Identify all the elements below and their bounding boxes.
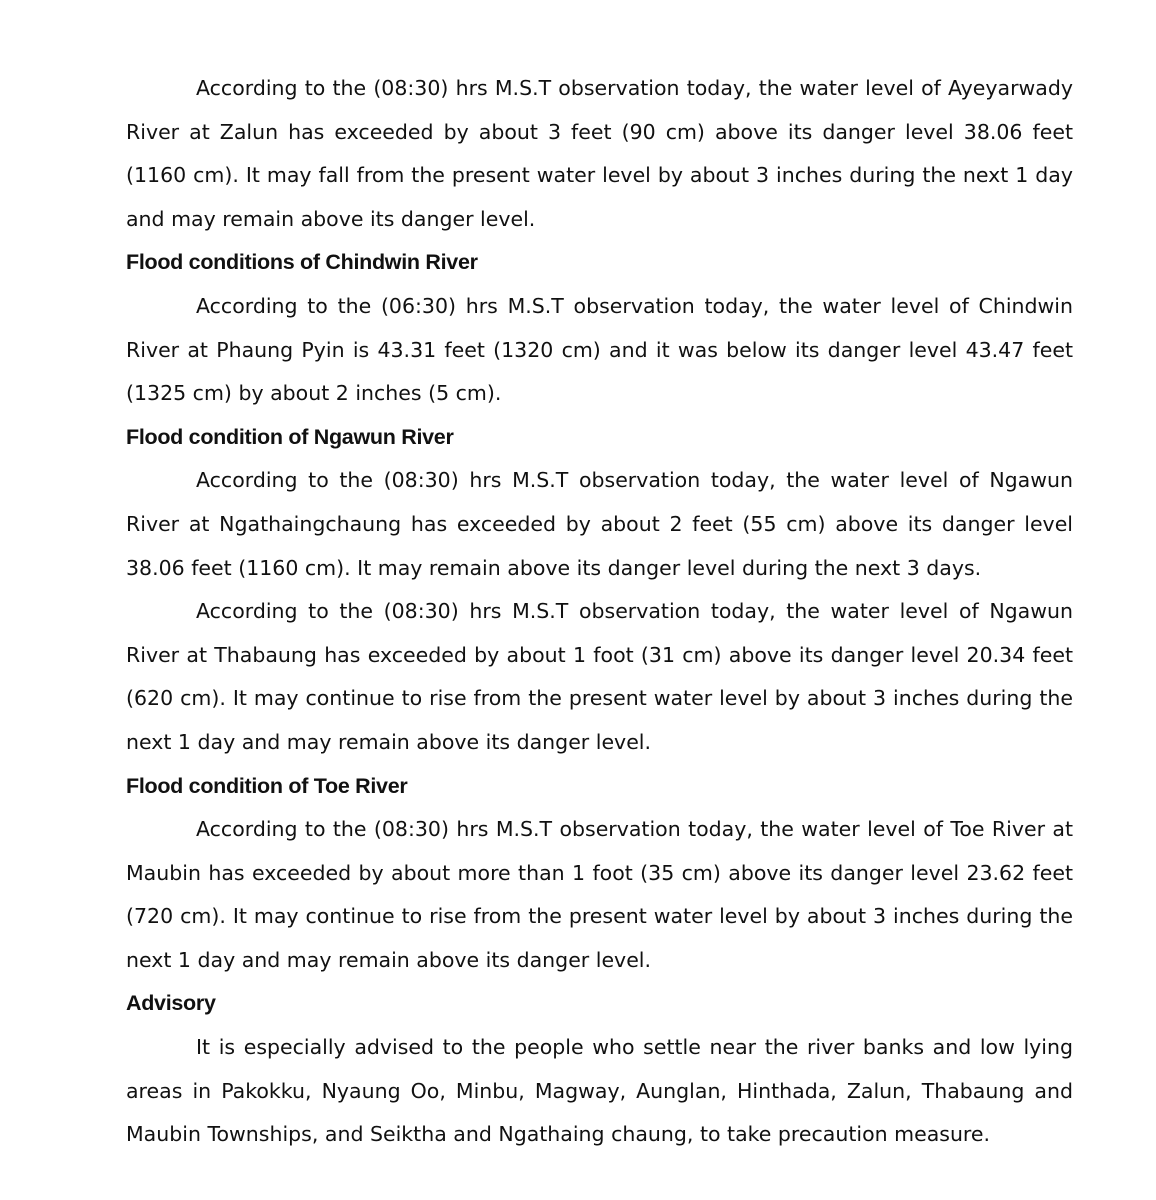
thabaung-forecast-paragraph: According to the (08:30) hrs M.S.T observation today, the water level of Ngawun River at Thabaung has exceeded by about 1 foot (31 cm) above its danger level 20.34 feet (620 cm). It may continue to rise from the present water level by about 3 inches during the next 1 day and may remain above its danger level.	[126, 599, 1073, 754]
chindwin-heading: Flood conditions of Chindwin River	[126, 250, 478, 275]
toe-heading: Flood condition of Toe River	[126, 773, 408, 798]
maubin-forecast-paragraph: According to the (08:30) hrs M.S.T observation today, the water level of Toe River at Maubin has exceeded by about more than 1 foot (35 cm) above its danger level 23.62 feet (720 cm). It may continue to rise from the present water level by about 3 inches during the next 1 day and may remain above its danger level.	[126, 817, 1073, 972]
document-page	[126, 67, 1073, 1157]
ngathaingchaung-forecast-paragraph: According to the (08:30) hrs M.S.T observation today, the water level of Ngawun River at Ngathaingchaung has exceeded by about 2 feet (55 cm) above its danger level 38.06 feet (1160 cm). It may remain above its danger level during the next 3 days.	[126, 468, 1073, 580]
phaung-pyin-forecast-paragraph: According to the (06:30) hrs M.S.T observation today, the water level of Chindwin River at Phaung Pyin is 43.31 feet (1320 cm) and it was below its danger level 43.47 feet (1325 cm) by about 2 inches (5 cm).	[126, 293, 1073, 406]
ngawun-heading: Flood condition of Ngawun River	[126, 424, 454, 449]
advisory-heading: Advisory	[126, 991, 216, 1016]
advisory-paragraph: It is especially advised to the people who settle near the river banks and low lying areas in Pakokku, Nyaung Oo, Minbu, Magway, Aunglan, Hinthada, Zalun, Thabaung and Maubin Townships, and Seiktha and Ngathaing chaung, to take precaution measure.	[126, 1035, 1073, 1147]
zalun-forecast-paragraph: According to the (08:30) hrs M.S.T observation today, the water level of Ayeyarwady River at Zalun has exceeded by about 3 feet (90 cm) above its danger level 38.06 feet (1160 cm). It may fall from the present water level by about 3 inches during the next 1 day and may remain above its danger level.	[126, 76, 1073, 231]
